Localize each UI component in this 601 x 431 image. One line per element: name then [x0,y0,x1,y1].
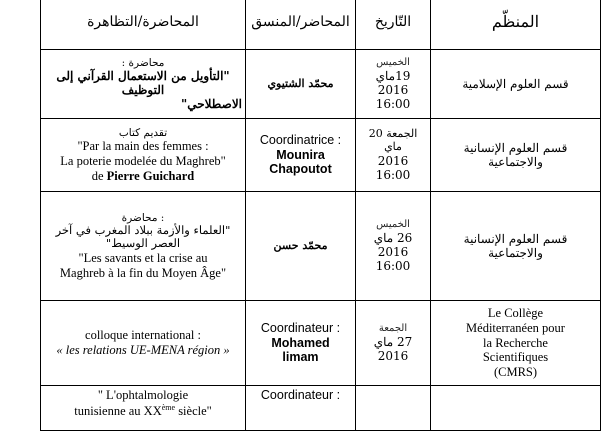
organizer-name: والاجتماعية [488,246,543,260]
date-time: 16:00 [375,167,411,182]
date-cell [356,50,431,119]
topic-title: « les relations UE-MENA région » [56,343,230,357]
topic-title-pre: tunisienne au XX [74,403,162,418]
organizer-cell [431,301,601,386]
date-main: 19ماي 2016 [375,68,411,97]
organizer-name: la Recherche [483,335,548,350]
table-row [41,192,601,301]
organizer-cell [431,50,601,119]
table-row [41,50,601,119]
topic-cell [41,386,246,431]
coordinator-cell [246,50,356,119]
topic-author-line [44,169,242,184]
topic-title-post: siècle" [175,403,212,418]
header-coordinator: المحاضر/المنسق [246,0,356,50]
coordinator-cell [246,192,356,301]
coordinator-name: limam [282,350,319,365]
topic-title: "Par la main des femmes : [77,139,209,154]
table-row [41,301,601,386]
organizer-name: قسم العلوم الإنسانية [463,140,568,155]
organizer-name: قسم العلوم الإسلامية [462,76,569,91]
topic-title: "التأويل من الاستعمال القرآني إلى التوظيف [56,68,230,98]
topic-cell [41,119,246,192]
date-cell [356,119,431,192]
topic-title-fr: Maghreb à la fin du Moyen Âge" [59,265,227,280]
topic-title: colloque international : [85,328,201,343]
topic-type: محاضرة : [121,211,165,224]
date-main: الجمعة 20 ماي [368,126,418,153]
topic-cell [41,50,246,119]
topic-title: La poterie modelée du Maghreb" [60,153,226,168]
coordinator-name: محمّد الشتيوي [267,76,334,90]
coordinator-label: Coordinateur : [260,320,341,335]
topic-author-prefix: de [91,168,107,183]
topic-title [44,403,242,419]
coordinator-cell [246,119,356,192]
topic-title: " L'ophtalmologie [97,388,189,402]
coordinator-name: محمّد حسن [273,238,328,252]
organizer-name: والاجتماعية [488,155,543,169]
coordinator-label: Coordinateur : [260,388,341,402]
date-cell [356,192,431,301]
date-main: 26 ماي 2016 [373,230,413,259]
topic-author: Pierre Guichard [106,168,195,183]
date-main: 27 ماي 2016 [373,334,413,363]
organizer-cell [431,192,601,301]
organizer-name: (CMRS) [493,365,538,380]
date-time: 16:00 [375,96,411,111]
schedule-table [40,0,601,431]
topic-title: الاصطلاحي" [180,97,242,112]
coordinator-name: Mounira [276,147,325,162]
organizer-name: Scientifiques [482,350,549,365]
topic-title: العصر الوسيط" [105,236,181,251]
table-row [41,119,601,192]
organizer-name: قسم العلوم الإنسانية [463,231,568,246]
date-day: الخميس [376,56,410,68]
topic-title-sup: ème [161,402,176,412]
date-cell [356,301,431,386]
header-date: التّاريخ [356,0,431,50]
coordinator-cell [246,301,356,386]
organizer-cell [431,386,601,431]
header-topic: المحاضرة/التظاهرة [41,0,246,50]
date-year: 2016 [377,153,409,168]
topic-cell [41,301,246,386]
coordinator-cell [246,386,356,431]
organizer-cell [431,119,601,192]
table-row [41,386,601,431]
organizer-name: Méditerranéen pour [466,320,565,335]
date-cell [356,386,431,431]
date-day: الخميس [376,218,410,230]
topic-cell [41,192,246,301]
date-time: 16:00 [375,258,411,273]
header-organizer: المنظّم [431,0,601,50]
coordinator-name: Mohamed [271,335,330,350]
coordinator-name: Chapoutot [269,162,332,177]
date-day: الجمعة [378,322,408,334]
topic-type: محاضرة : [121,56,165,69]
topic-title-fr: "Les savants et la crise au [78,251,208,265]
topic-title: "العلماء والأزمة ببلاد المغرب في آخر [55,222,231,237]
coordinator-label: Coordinatrice : [259,132,342,147]
topic-type: تقديم كتاب [118,126,168,139]
header-row [41,0,601,50]
organizer-name: Le Collège [487,306,544,321]
